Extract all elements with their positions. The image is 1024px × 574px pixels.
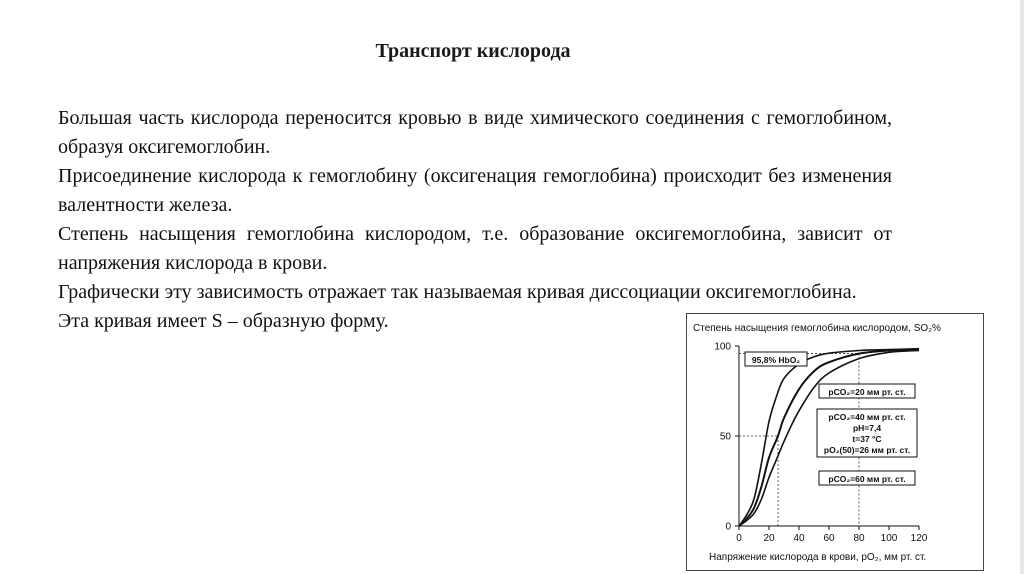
annotation-pco2-40-text: t=37 °C [852, 434, 882, 444]
slide-title: Транспорт кислорода [375, 40, 571, 62]
annotation-pco2-60-text: pCO₂=60 мм рт. ст. [828, 474, 906, 484]
dissociation-curve-figure [686, 313, 984, 571]
paragraph-1: Большая часть кислорода переносится кровью в виде химического соединения с гемоглобином, образуя оксигемоглобин. [58, 107, 892, 158]
x-tick-label: 40 [793, 533, 805, 544]
y-tick-label: 50 [719, 431, 731, 443]
y-tick-label: 0 [725, 521, 731, 533]
annotation-saturation-text: 95,8% HbO₂ [751, 355, 801, 365]
x-tick-label: 80 [853, 533, 865, 544]
x-tick-label: 120 [910, 533, 928, 544]
dissociation-chart [687, 314, 983, 570]
annotation-pco2-40-text: pCO₂=40 мм рт. ст. [828, 412, 906, 422]
paragraph-5: Эта кривая имеет S – образную форму. [58, 310, 389, 332]
chart-title: Степень насыщения гемоглобина кислородом, SO₂% [693, 323, 941, 334]
paragraph-4: Графически эту зависимость отражает так называемая кривая диссоциации оксигемоглобина. [58, 281, 857, 303]
paragraph-3: Степень насыщения гемоглобина кислородом, т.е. образование оксигемоглобина, зависит от напряжения кислорода в крови. [58, 223, 892, 274]
paragraph-2: Присоединение кислорода к гемоглобину (оксигенация гемоглобина) происходит без изменения валентности железа. [58, 165, 892, 216]
annotation-pco2-40-text: pH=7,4 [852, 423, 882, 433]
x-tick-label: 60 [823, 533, 835, 544]
x-tick-label: 20 [763, 533, 775, 544]
chart-xlabel: Напряжение кислорода в крови, pO₂, мм рт. ст. [709, 552, 927, 563]
y-tick-label: 100 [714, 341, 731, 353]
slide-edge [1020, 0, 1024, 574]
annotation-pco2-40-text: pO₂(50)=26 мм рт. ст. [823, 445, 911, 455]
x-tick-label: 100 [880, 533, 898, 544]
annotation-pco2-20-text: pCO₂=20 мм рт. ст. [828, 387, 906, 397]
x-tick-label: 0 [736, 533, 742, 544]
slide-body [58, 104, 892, 336]
